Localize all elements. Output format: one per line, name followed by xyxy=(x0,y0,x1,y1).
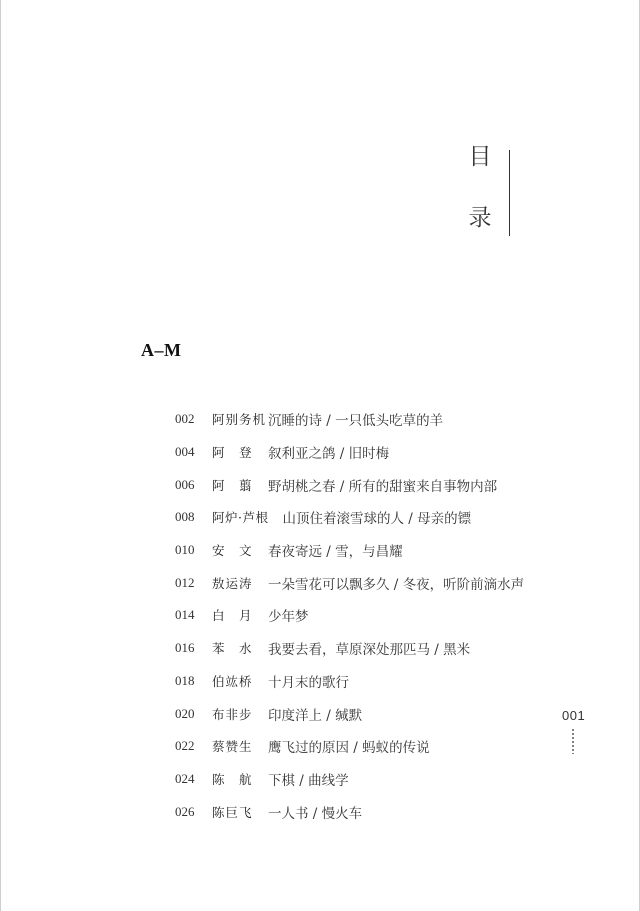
toc-title xyxy=(467,146,493,230)
section-heading: A–M xyxy=(141,340,182,360)
toc-entry[interactable] xyxy=(175,403,524,436)
toc-page-number: 022 xyxy=(175,738,195,754)
toc-poem-titles: 沉睡的诗 / 一只低头吃草的羊 xyxy=(268,413,444,430)
toc-poem-titles: 春夜寄远 / 雪，与昌耀 xyxy=(268,544,403,561)
toc-poem-titles: 一朵雪花可以飘多久 / 冬夜，听阶前滴水声 xyxy=(268,576,525,593)
toc-poem-titles: 山顶住着滚雪球的人 / 母亲的镖 xyxy=(282,511,472,528)
toc-entry[interactable] xyxy=(175,599,524,632)
toc-page-number: 020 xyxy=(175,705,195,721)
toc-entry[interactable] xyxy=(175,436,524,469)
title-vertical-rule xyxy=(509,150,510,236)
toc-author: 布非步 xyxy=(212,706,253,722)
toc-entry[interactable] xyxy=(175,795,524,828)
toc-entry[interactable] xyxy=(175,665,524,698)
toc-author: 阿别务机 xyxy=(212,412,267,428)
toc-page-number: 016 xyxy=(175,640,195,656)
toc-page-number: 004 xyxy=(175,444,195,460)
toc-author: 伯竑桥 xyxy=(212,673,253,689)
toc-page-number: 012 xyxy=(175,574,195,590)
toc-page-number: 026 xyxy=(175,803,195,819)
toc-poem-titles: 野胡桃之春 / 所有的甜蜜来自事物内部 xyxy=(268,478,498,495)
toc-entry[interactable] xyxy=(175,632,524,665)
toc-poem-titles: 我要去看，草原深处那匹马 / 黑米 xyxy=(268,642,471,659)
toc-poem-titles: 叙利亚之鸽 / 旧时梅 xyxy=(268,446,390,463)
toc-list xyxy=(175,403,524,828)
toc-page-number: 018 xyxy=(175,672,195,688)
toc-author: 苯 水 xyxy=(212,641,253,657)
toc-poem-titles: 少年梦 xyxy=(268,609,309,626)
toc-poem-titles: 下棋 / 曲线学 xyxy=(268,772,349,789)
toc-entry[interactable] xyxy=(175,468,524,501)
toc-author: 安 文 xyxy=(212,543,253,559)
title-char-mu: 目 xyxy=(468,144,492,170)
toc-entry[interactable] xyxy=(175,566,524,599)
page-number-dotted-rule xyxy=(572,728,574,754)
toc-author: 陈巨飞 xyxy=(212,804,253,820)
toc-poem-titles: 一人书 / 慢火车 xyxy=(268,805,363,822)
toc-entry[interactable] xyxy=(175,534,524,567)
toc-page-number: 002 xyxy=(175,411,195,427)
toc-author: 阿炉·芦根 xyxy=(212,510,269,526)
toc-poem-titles: 鹰飞过的原因 / 蚂蚁的传说 xyxy=(268,740,430,757)
toc-page-number: 008 xyxy=(175,509,195,525)
toc-poem-titles: 十月末的歌行 xyxy=(268,674,349,691)
toc-author: 蔡赞生 xyxy=(212,739,253,755)
toc-page-number: 010 xyxy=(175,542,195,558)
toc-poem-titles: 印度洋上 / 缄默 xyxy=(268,707,363,724)
toc-author: 敖运涛 xyxy=(212,575,253,591)
toc-entry[interactable] xyxy=(175,730,524,763)
toc-author: 阿 翦 xyxy=(212,477,253,493)
page-number: 001 xyxy=(562,708,586,723)
toc-entry[interactable] xyxy=(175,697,524,730)
toc-page-number: 006 xyxy=(175,476,195,492)
title-char-lu: 录 xyxy=(468,205,492,231)
toc-entry[interactable] xyxy=(175,501,524,534)
toc-author: 白 月 xyxy=(212,608,253,624)
toc-page-number: 014 xyxy=(175,607,195,623)
toc-author: 阿 登 xyxy=(212,445,253,461)
toc-page-number: 024 xyxy=(175,770,195,786)
toc-entry[interactable] xyxy=(175,763,524,796)
toc-author: 陈 航 xyxy=(212,771,253,787)
